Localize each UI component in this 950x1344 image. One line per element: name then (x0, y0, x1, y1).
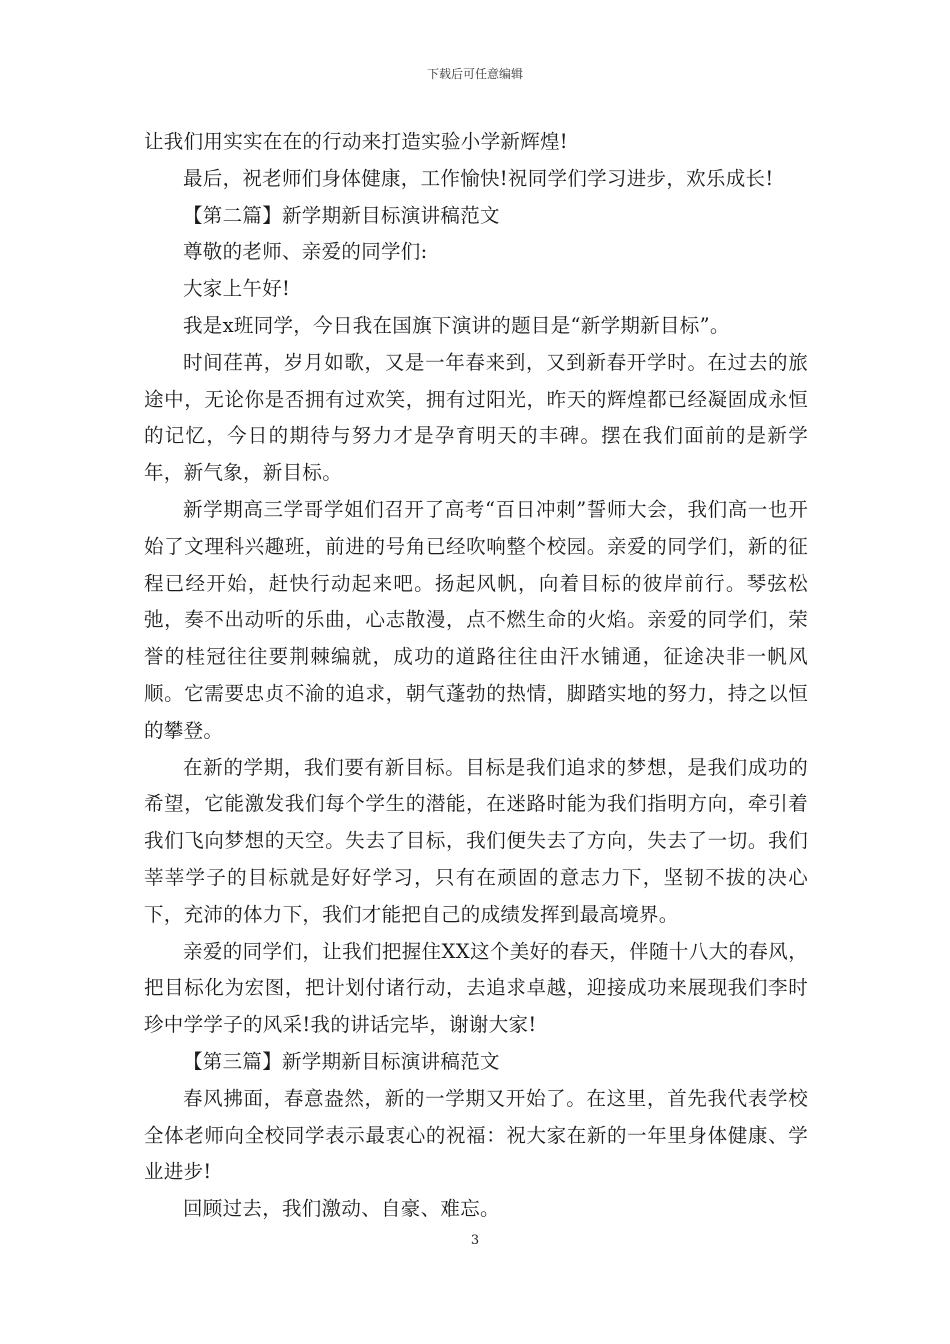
document-body (144, 124, 808, 1228)
paragraph-goals: 在新的学期，我们要有新目标。目标是我们追求的梦想，是我们成功的希望，它能激发我们每个学生的潜能，在迷路时能为我们指明方向，牵引着我们飞向梦想的天空。失去了目标，我们便失去了方向，失去了一切。我们莘莘学子的目标就是好好学习，只有在顽固的意志力下，坚韧不拔的决心下，充沛的体力下，我们才能把自己的成绩发挥到最高境界。 (144, 755, 808, 926)
paragraph-salutation: 尊敬的老师、亲爱的同学们: (183, 240, 428, 264)
paragraph-spring: 春风拂面，春意盎然，新的一学期又开始了。在这里，首先我代表学校全体老师向全校同学表示最衷心的祝福：祝大家在新的一年里身体健康、学业进步! (144, 1086, 808, 1184)
paragraph-continuation: 让我们用实实在在的行动来打造实验小学新辉煌! (144, 130, 568, 153)
paragraph-time: 时间荏苒，岁月如歌，又是一年春来到，又到新春开学时。在过去的旅途中，无论你是否拥有过欢笑，拥有过阳光，昨天的辉煌都已经凝固成永恒的记忆，今日的期待与努力才是孕育明天的丰碑。摆在我们面前的是新学年，新气象，新目标。 (144, 350, 808, 485)
page-number: 3 (470, 1233, 480, 1248)
paragraph-greeting: 大家上午好! (183, 277, 291, 301)
paragraph-new-semester: 新学期高三学哥学姐们召开了高考“百日冲刺”誓师大会，我们高一也开始了文理科兴趣班，前进的号角已经吹响整个校园。亲爱的同学们，新的征程已经开始，赶快行动起来吧。扬起风帆，向着目标的彼岸前行。琴弦松弛，奏不出动听的乐曲，心志散漫，点不燃生命的火焰。亲爱的同学们，荣誉的桂冠往往要荆棘编就，成功的道路往往由汗水铺通，征途决非一帆风顺。它需要忠贞不渝的追求，朝气蓬勃的热情，脚踏实地的努力，持之以恒的攀登。 (144, 497, 808, 742)
section-heading-part-three: 【第三篇】新学期新目标演讲稿范文 (183, 1049, 500, 1073)
section-heading-part-two: 【第二篇】新学期新目标演讲稿范文 (183, 203, 500, 227)
paragraph-conclusion: 亲爱的同学们，让我们把握住XX这个美好的春天，伴随十八大的春风，把目标化为宏图，把计划付诸行动，去追求卓越，迎接成功来展现我们李时珍中学学子的风采!我的讲话完毕，谢谢大家! (144, 939, 808, 1037)
page-header: 下载后可任意编辑 (426, 67, 523, 81)
paragraph-looking-back: 回顾过去，我们激动、自豪、难忘。 (183, 1197, 500, 1221)
paragraph-introduction: 我是x班同学，今日我在国旗下演讲的题目是“新学期新目标”。 (183, 313, 730, 337)
paragraph-closing-wishes: 最后，祝老师们身体健康，工作愉快!祝同学们学习进步，欢乐成长! (183, 166, 774, 190)
